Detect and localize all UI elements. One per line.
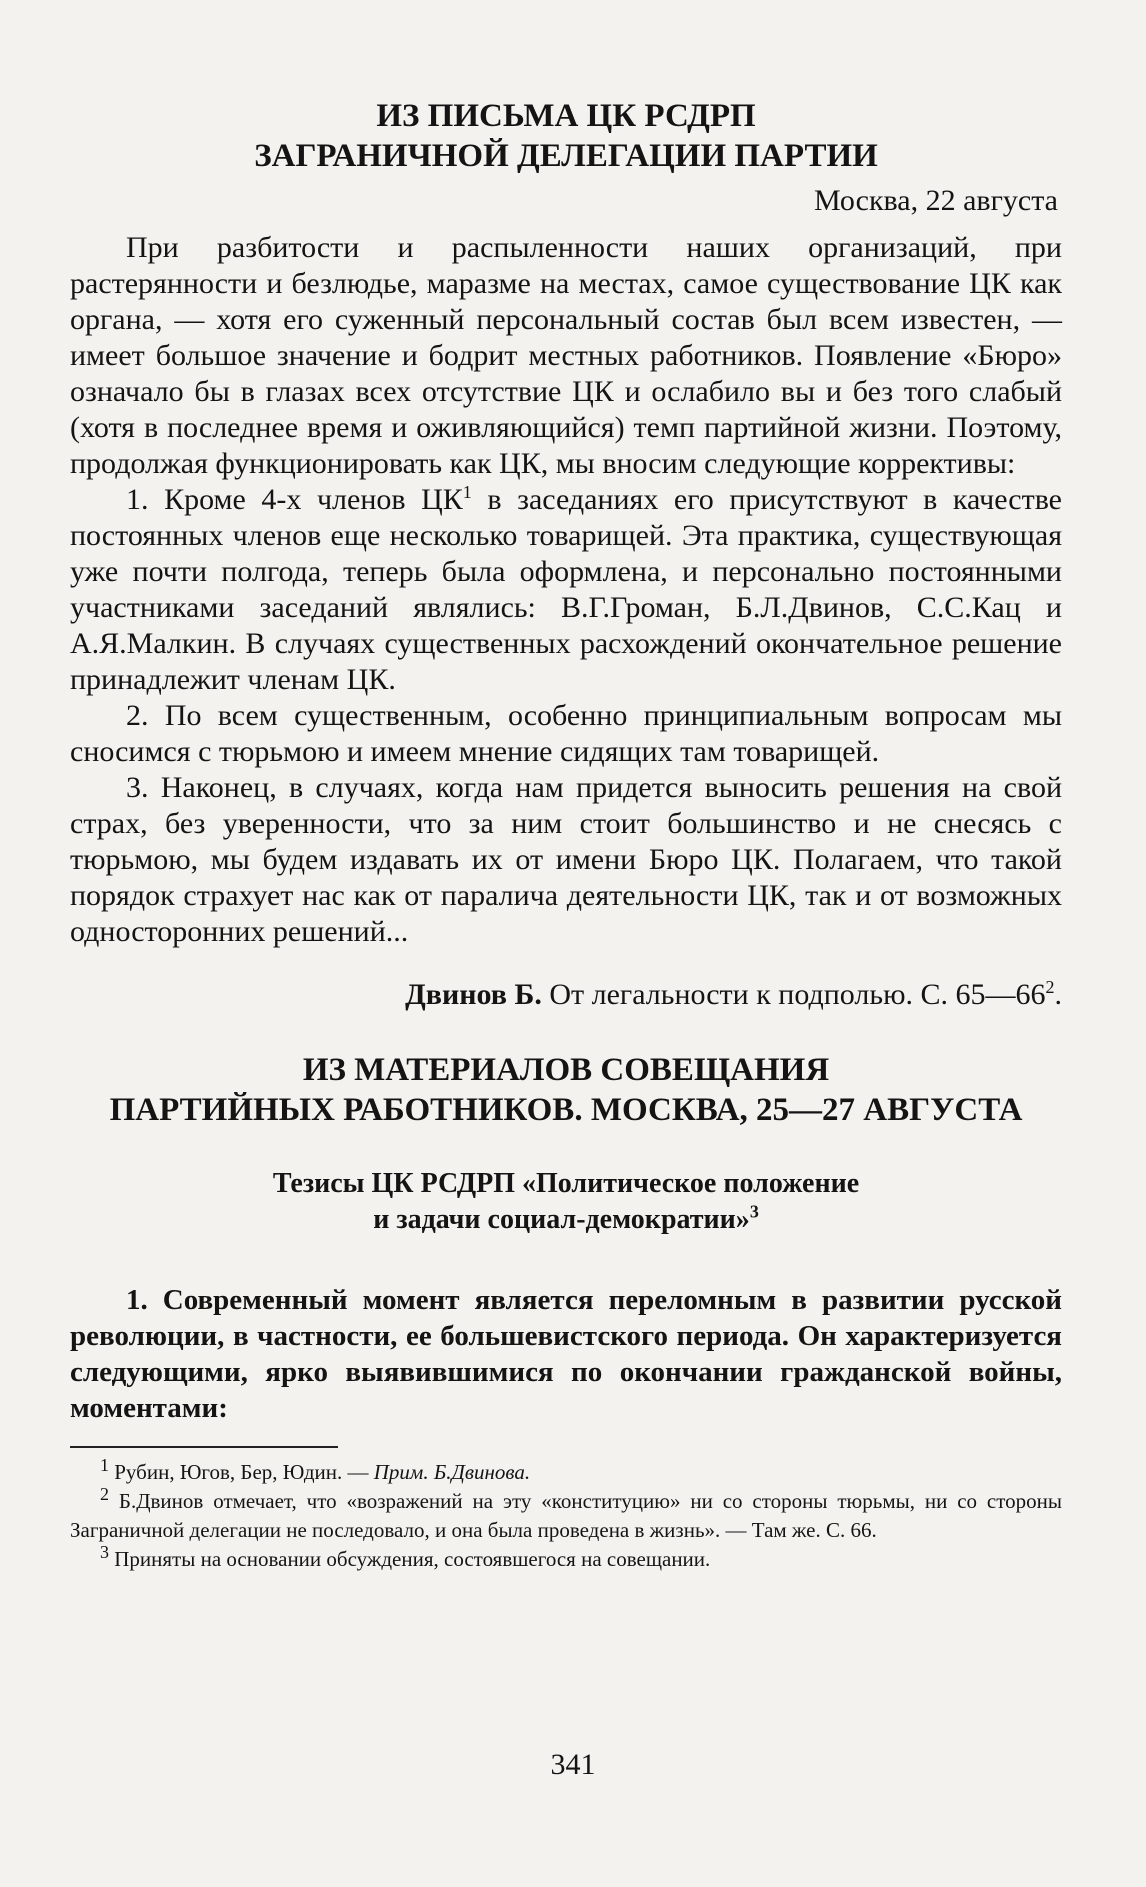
section2-title-line1: ИЗ МАТЕРИАЛОВ СОВЕЩАНИЯ	[302, 1052, 830, 1088]
place-date: Москва, 22 августа	[813, 184, 1058, 217]
page-number: 341	[550, 1748, 596, 1781]
footnote-2-text: Б.Двинов отмечает, что «возражений на эту «конституцию» ни со стороны тюрьмы, ни со стороны Заграничной делегации не последовало, и она была проведена в жизнь». — Там же. С. 66.	[70, 1489, 1062, 1542]
point-1-text-end: в заседаниях его присутствуют в качестве постоянных членов еще несколько товарищей. Эта практика, существующая уже почти полгода, теперь была оформлена, и персонально постоянными участниками заседаний являлись: В.Г.Громан, Б.Л.Двинов, С.С.Кац и А.Я.Малкин. В случаях существенных расхождений окончательное решение принадлежит членам ЦК.	[70, 483, 1063, 696]
footnote-3-mark: 3	[100, 1542, 109, 1562]
footnote-1-text: Рубин, Югов, Бер, Юдин. —	[109, 1460, 374, 1484]
thesis-1: 1. Современный момент является переломным в развитии русской революции, в частности, ее большевистского периода. Он характеризуется следующими, ярко выявившимися по окончании гражданской войны, моментами:	[70, 1284, 1062, 1424]
footnote-3-text: Приняты на основании обсуждения, состоявшегося на совещании.	[109, 1547, 711, 1571]
section2-subtitle-line2	[70, 1202, 1062, 1238]
section2-title-line2: ПАРТИЙНЫХ РАБОТНИКОВ. МОСКВА, 25—27 АВГУСТА	[109, 1092, 1023, 1128]
footnote-ref-3: 3	[749, 1201, 759, 1222]
source-text: От легальности к подполью. С. 65—66	[541, 978, 1046, 1011]
footnote-1-italic: Прим. Б.Двинова.	[373, 1460, 531, 1484]
footnote-ref-2: 2	[1045, 977, 1055, 997]
footnote-ref-1: 1	[462, 482, 472, 502]
section2-subtitle-line1: Тезисы ЦК РСДРП «Политическое положение	[272, 1168, 860, 1199]
paragraph-point-1	[70, 482, 1062, 698]
section1-title-line1: ИЗ ПИСЬМА ЦК РСДРП	[376, 98, 756, 134]
paragraph-point-3: 3. Наконец, в случаях, когда нам придется выносить решения на свой страх, без уверенности, что за ним стоит большинство и не снесясь с тюрьмою, мы будем издавать их от имени Бюро ЦК. Полагаем, что такой порядок страхует нас как от паралича деятельности ЦК, так и от возможных односторонних решений...	[70, 771, 1062, 948]
paragraph-intro: При разбитости и распыленности наших организаций, при растерянности и безлюдье, маразме на местах, самое существование ЦК как органа, — хотя его суженный персональный состав был всем известен, — имеет большое значение и бодрит местных работников. Появление «Бюро» означало бы в глазах всех отсутствие ЦК и ослабило вы и без того слабый (хотя в последнее время и оживляющийся) темп партийной жизни. Поэтому, продолжая функционировать как ЦК, мы вносим следующие коррективы:	[70, 231, 1062, 480]
section1-title-line2: ЗАГРАНИЧНОЙ ДЕЛЕГАЦИИ ПАРТИИ	[254, 138, 878, 174]
source-citation	[70, 976, 1062, 1014]
footnote-1	[70, 1455, 1062, 1487]
footnote-3	[70, 1542, 1062, 1574]
footnote-1-mark: 1	[100, 1455, 109, 1475]
section1-title	[70, 96, 1062, 176]
footnote-divider	[70, 1446, 338, 1448]
section2-subtitle	[70, 1166, 1062, 1238]
section2-title	[70, 1050, 1062, 1130]
paragraph-point-2: 2. По всем существенным, особенно принципиальным вопросам мы сносимся с тюрьмою и имеем мнение сидящих там товарищей.	[70, 699, 1062, 768]
source-author: Двинов Б.	[405, 978, 542, 1011]
point-1-text-start: 1. Кроме 4-х членов ЦК	[126, 483, 463, 516]
subtitle-line2-text: и задачи социал-демократии»	[373, 1204, 750, 1235]
footnote-2	[70, 1484, 1062, 1545]
source-end: .	[1054, 978, 1062, 1011]
page-content	[70, 96, 1062, 1574]
footnote-2-mark: 2	[100, 1484, 109, 1504]
